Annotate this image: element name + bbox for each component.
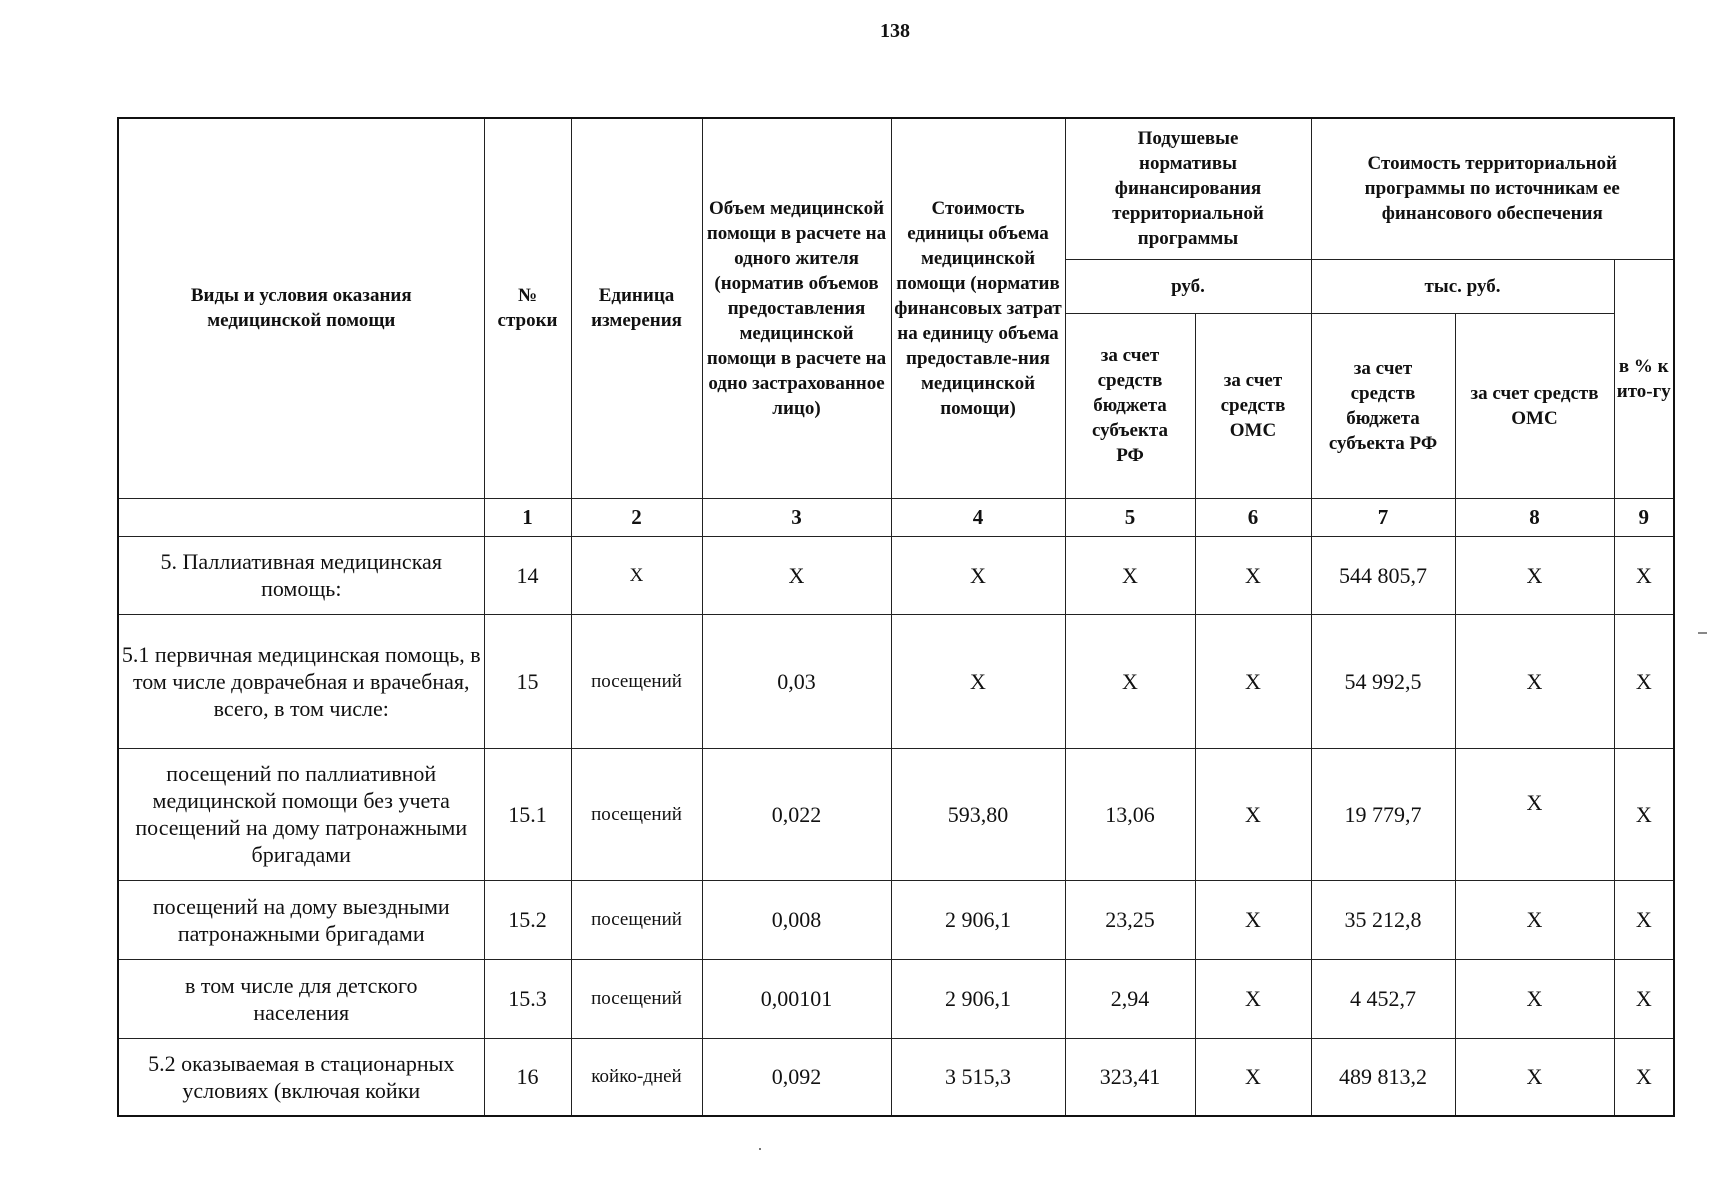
table-row bbox=[118, 536, 1674, 614]
row-oms-rub: Х bbox=[1195, 748, 1311, 880]
column-number-cell bbox=[118, 498, 484, 536]
column-number-cell: 8 bbox=[1455, 498, 1614, 536]
row-number: 15.2 bbox=[484, 880, 571, 959]
header-budget-thousand: за счет средств бюджета субъекта РФ bbox=[1311, 313, 1455, 498]
header-cost: Стоимость единицы объема медицинской помощи (норматив финансовых затрат на единицу объема предоставле-ния медицинской помощи) bbox=[891, 118, 1065, 498]
scan-edge-mark bbox=[1698, 632, 1707, 634]
row-percent: Х bbox=[1614, 959, 1674, 1038]
row-unit: посещений bbox=[571, 614, 702, 748]
row-name: 5.2 оказываемая в стационарных условиях (включая койки bbox=[118, 1038, 484, 1116]
header-unit-rub: руб. bbox=[1065, 259, 1311, 313]
row-oms-rub: Х bbox=[1195, 536, 1311, 614]
row-oms-rub: Х bbox=[1195, 959, 1311, 1038]
row-budget-rub: Х bbox=[1065, 536, 1195, 614]
table-row bbox=[118, 614, 1674, 748]
row-budget-thousand: 54 992,5 bbox=[1311, 614, 1455, 748]
row-oms-thousand: Х bbox=[1455, 614, 1614, 748]
table-row bbox=[118, 748, 1674, 880]
row-cost: 593,80 bbox=[891, 748, 1065, 880]
header-percent: в % к ито-гу bbox=[1614, 259, 1674, 498]
row-unit: посещений bbox=[571, 880, 702, 959]
row-budget-rub: 23,25 bbox=[1065, 880, 1195, 959]
row-budget-rub: 323,41 bbox=[1065, 1038, 1195, 1116]
row-budget-rub: 13,06 bbox=[1065, 748, 1195, 880]
table-row bbox=[118, 1038, 1674, 1116]
column-number-cell: 9 bbox=[1614, 498, 1674, 536]
row-number: 15.1 bbox=[484, 748, 571, 880]
row-budget-rub: 2,94 bbox=[1065, 959, 1195, 1038]
row-budget-thousand: 489 813,2 bbox=[1311, 1038, 1455, 1116]
row-name: посещений на дому выездными патронажными бригадами bbox=[118, 880, 484, 959]
header-row-no: № строки bbox=[484, 118, 571, 498]
row-volume: 0,00101 bbox=[702, 959, 891, 1038]
header-volume: Объем медицинской помощи в расчете на одного жителя (норматив объемов предоставления медицинской помощи в расчете на одно застрахованное лицо) bbox=[702, 118, 891, 498]
row-unit: посещений bbox=[571, 748, 702, 880]
row-number: 14 bbox=[484, 536, 571, 614]
header-row-1 bbox=[118, 118, 1674, 259]
row-oms-thousand: Х bbox=[1455, 748, 1614, 880]
header-program-cost-group: Стоимость территориальной программы по источникам ее финансового обеспечения bbox=[1311, 118, 1674, 259]
row-budget-thousand: 19 779,7 bbox=[1311, 748, 1455, 880]
row-percent: Х bbox=[1614, 880, 1674, 959]
row-budget-thousand: 4 452,7 bbox=[1311, 959, 1455, 1038]
row-volume: 0,008 bbox=[702, 880, 891, 959]
row-percent: Х bbox=[1614, 1038, 1674, 1116]
column-number-cell: 1 bbox=[484, 498, 571, 536]
header-unit-thousand-rub: тыс. руб. bbox=[1311, 259, 1614, 313]
column-number-cell: 7 bbox=[1311, 498, 1455, 536]
row-oms-rub: Х bbox=[1195, 614, 1311, 748]
row-cost: 2 906,1 bbox=[891, 880, 1065, 959]
row-name: в том числе для детского населения bbox=[118, 959, 484, 1038]
column-number-cell: 4 bbox=[891, 498, 1065, 536]
row-oms-thousand: Х bbox=[1455, 1038, 1614, 1116]
column-number-cell: 2 bbox=[571, 498, 702, 536]
row-unit: посещений bbox=[571, 959, 702, 1038]
row-oms-thousand: Х bbox=[1455, 536, 1614, 614]
row-percent: Х bbox=[1614, 614, 1674, 748]
header-per-capita-group: Подушевые нормативы финансирования территориальной программы bbox=[1065, 118, 1311, 259]
row-volume: Х bbox=[702, 536, 891, 614]
row-oms-rub: Х bbox=[1195, 880, 1311, 959]
row-oms-rub: Х bbox=[1195, 1038, 1311, 1116]
row-cost: 2 906,1 bbox=[891, 959, 1065, 1038]
header-name: Виды и условия оказания медицинской помощи bbox=[118, 118, 484, 498]
header-oms-thousand: за счет средств ОМС bbox=[1455, 313, 1614, 498]
row-volume: 0,03 bbox=[702, 614, 891, 748]
row-number: 16 bbox=[484, 1038, 571, 1116]
scan-dot-mark bbox=[759, 1148, 761, 1150]
row-budget-thousand: 35 212,8 bbox=[1311, 880, 1455, 959]
row-percent: Х bbox=[1614, 748, 1674, 880]
row-unit: койко-дней bbox=[571, 1038, 702, 1116]
row-name: посещений по паллиативной медицинской помощи без учета посещений на дому патронажными бригадами bbox=[118, 748, 484, 880]
row-cost: Х bbox=[891, 614, 1065, 748]
header-oms-rub: за счет средств ОМС bbox=[1195, 313, 1311, 498]
row-volume: 0,092 bbox=[702, 1038, 891, 1116]
table-row bbox=[118, 959, 1674, 1038]
row-oms-thousand: Х bbox=[1455, 880, 1614, 959]
header-budget-rub: за счет средств бюджета субъекта РФ bbox=[1065, 313, 1195, 498]
financing-table bbox=[117, 117, 1675, 1117]
column-number-row bbox=[118, 498, 1674, 536]
row-cost: 3 515,3 bbox=[891, 1038, 1065, 1116]
row-number: 15 bbox=[484, 614, 571, 748]
page-number: 138 bbox=[880, 20, 910, 42]
column-number-cell: 3 bbox=[702, 498, 891, 536]
row-number: 15.3 bbox=[484, 959, 571, 1038]
row-budget-thousand: 544 805,7 bbox=[1311, 536, 1455, 614]
row-oms-thousand: Х bbox=[1455, 959, 1614, 1038]
column-number-cell: 5 bbox=[1065, 498, 1195, 536]
row-unit: Х bbox=[571, 536, 702, 614]
row-cost: Х bbox=[891, 536, 1065, 614]
row-budget-rub: Х bbox=[1065, 614, 1195, 748]
row-name: 5.1 первичная медицинская помощь, в том числе доврачебная и врачебная, всего, в том числе: bbox=[118, 614, 484, 748]
header-unit: Единица измерения bbox=[571, 118, 702, 498]
row-volume: 0,022 bbox=[702, 748, 891, 880]
row-name: 5. Паллиативная медицинская помощь: bbox=[118, 536, 484, 614]
table-row bbox=[118, 880, 1674, 959]
column-number-cell: 6 bbox=[1195, 498, 1311, 536]
row-percent: Х bbox=[1614, 536, 1674, 614]
